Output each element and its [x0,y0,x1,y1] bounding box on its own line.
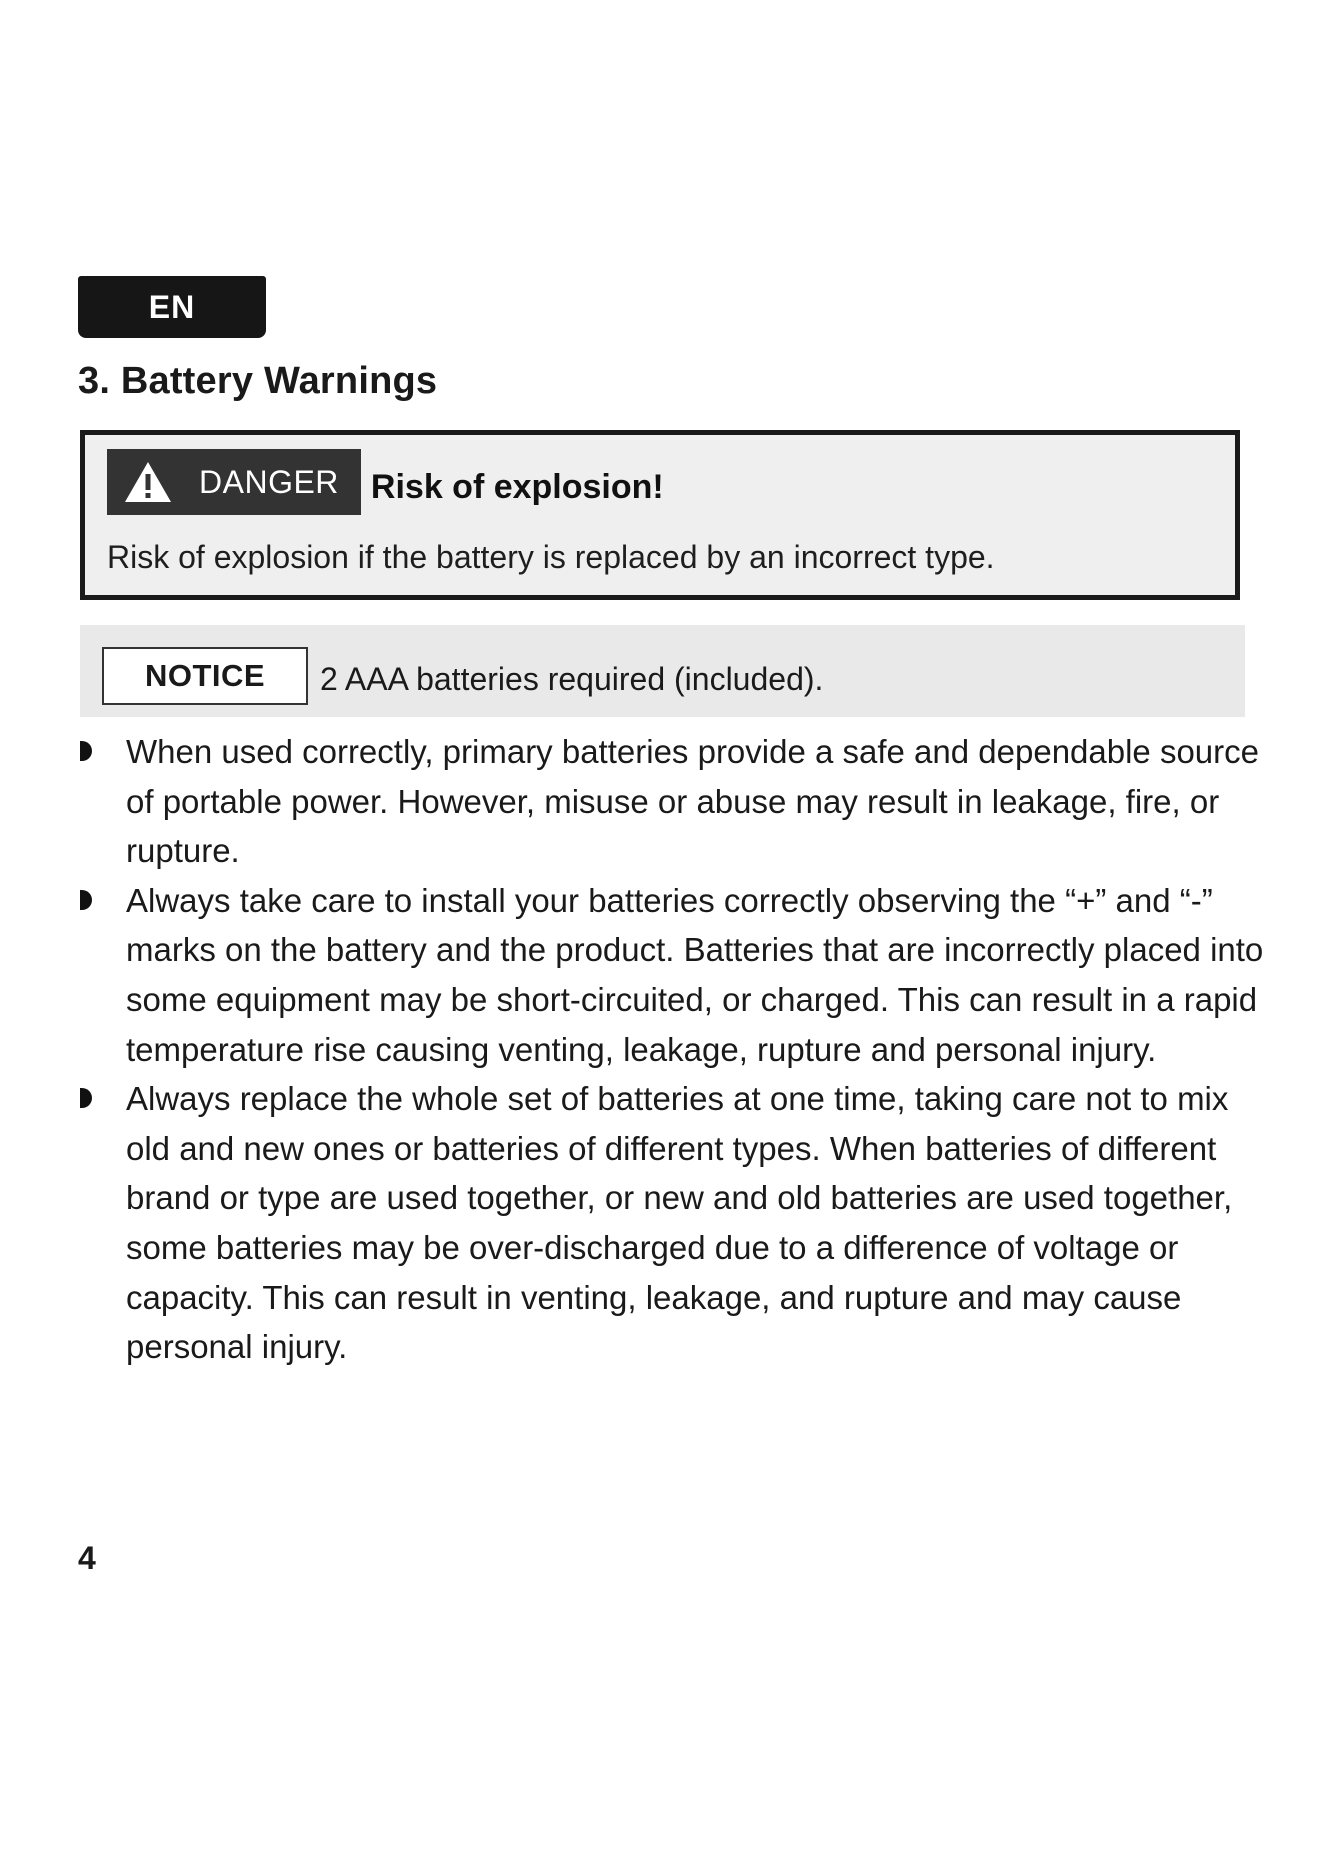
danger-warning-box [80,430,1240,600]
danger-badge [107,449,361,515]
list-item [0,876,1324,1074]
notice-badge-label: NOTICE [144,658,266,693]
notice-text: 2 AAA batteries required (included). [320,661,824,697]
bullet-marker-icon [80,890,92,910]
list-item-text: Always replace the whole set of batteries at one time, taking care not to mix old and new ones or batteries of different types. When batteries of different brand or type are used together, or new and old batteries are used together, some batteries may be over-discharged due to a difference of voltage or capacity. This can result in venting, leakage, and rupture and may cause personal injury. [126,1080,1233,1366]
danger-badge-label: DANGER [199,463,339,500]
bullet-marker-icon [80,741,92,761]
danger-text: Risk of explosion if the battery is replaced by an incorrect type. [107,539,995,575]
list-item-text: Always take care to install your batteries correctly observing the “+” and “-” marks on the battery and the product. Batteries that are incorrectly placed into some equipment may be short-circuited, or charged. This can result in a rapid temperature rise causing venting, leakage, rupture and personal injury. [126,881,1264,1068]
list-item [0,727,1324,876]
list-item-text: When used correctly, primary batteries provide a safe and dependable source of portable power. However, misuse or abuse may result in leakage, fire, or rupture. [126,733,1260,870]
notice-badge [102,647,308,705]
page-number: 4 [78,1540,96,1576]
language-tab [78,276,266,338]
language-tab-label: EN [148,288,196,325]
warning-list [0,727,1324,1372]
notice-bar [80,625,1245,717]
warning-triangle-icon [123,460,173,504]
list-item [0,1074,1324,1372]
section-title: 3. Battery Warnings [78,360,438,402]
bullet-marker-icon [80,1088,92,1108]
danger-heading: Risk of explosion! [370,467,664,506]
danger-header [107,449,664,515]
